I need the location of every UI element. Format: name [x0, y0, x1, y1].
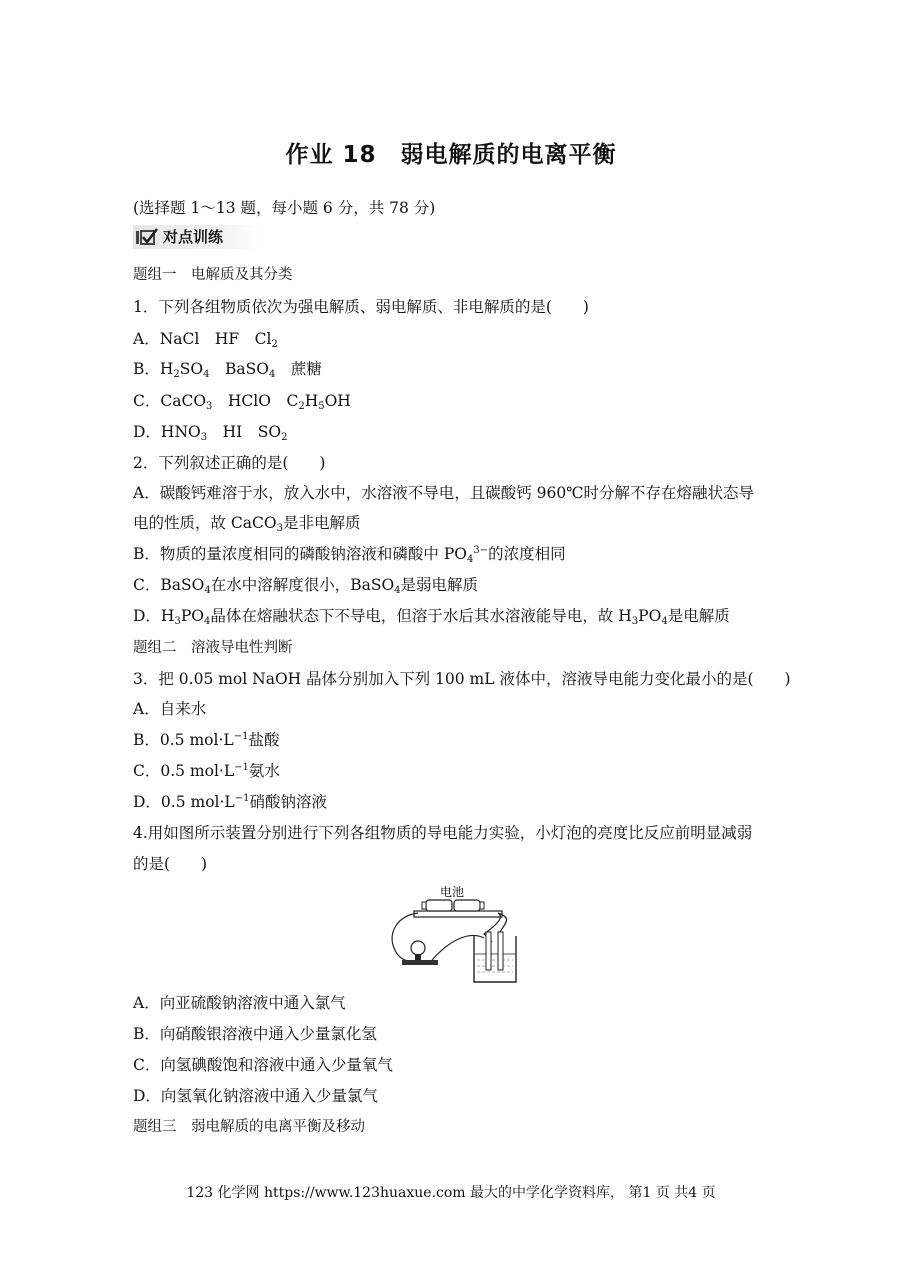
section-label: 对点训练: [163, 228, 224, 246]
q4-option-a: A．向亚硫酸钠溶液中通入氯气: [133, 994, 346, 1012]
q1-option-c: C．CaCO$_3$ HClO $C_2H_5OH$: [133, 392, 351, 412]
group-heading-2: 题组二 溶液导电性判断: [133, 640, 293, 656]
electrode-right: [498, 932, 503, 970]
q1-option-b: B．$H_2SO_4$ BaSO$_4$ 蔗糖: [133, 360, 322, 380]
checkbox-check-icon: [135, 228, 159, 250]
q2-option-c: C．BaSO$_4$在水中溶解度很小，BaSO$_4$是弱电解质: [133, 576, 479, 596]
q3-option-a: A．自来水: [133, 700, 207, 718]
q2-option-d: D．$H_3PO_4$晶体在熔融状态下不导电，但溶于水后其水溶液能导电，故 $H_3PO_4$是电解质: [133, 607, 730, 627]
q2-option-b: B．物质的量浓度相同的磷酸钠溶液和磷酸中 $PO_4^{3-}$的浓度相同: [133, 545, 566, 565]
page-title: 作业 18 弱电解质的电离平衡: [285, 142, 617, 168]
battery-terminal-right: [480, 902, 484, 909]
circuit-diagram: [388, 882, 528, 986]
q3-stem: 3．把 0.05 mol NaOH 晶体分别加入下列 100 mL 液体中，溶液导电能力变化最小的是( ): [133, 670, 791, 688]
q2-option-a-line1: A．碳酸钙难溶于水，放入水中，水溶液不导电，且碳酸钙 960℃时分解不存在熔融状态导: [133, 484, 755, 502]
battery-label: 电池: [440, 885, 465, 899]
lamp-base: [402, 960, 438, 965]
bulb-socket: [415, 954, 421, 960]
circuit-svg: [388, 882, 528, 986]
bulb-icon: [411, 941, 425, 955]
q4-option-b: B．向硝酸银溶液中通入少量氯化氢: [133, 1025, 377, 1043]
beaker: [474, 936, 516, 982]
battery-cell-2: [454, 900, 480, 911]
q2-option-a-line2: 电的性质，故 CaCO$_3$是非电解质: [133, 514, 361, 534]
group-heading-1: 题组一 电解质及其分类: [133, 267, 293, 283]
q1-option-d: D．$HNO_3$ HI $SO_2$: [133, 423, 288, 443]
battery-cell-1: [426, 900, 452, 911]
q4-option-c: C．向氢碘酸饱和溶液中通入少量氧气: [133, 1056, 393, 1074]
wire-lamp: [432, 935, 484, 960]
q4-stem-line2: 的是( ): [133, 855, 208, 873]
group-heading-3: 题组三 弱电解质的电离平衡及移动: [133, 1119, 365, 1135]
section-header: [133, 225, 261, 249]
battery-board: [414, 911, 502, 917]
electrode-left: [486, 932, 491, 970]
q1-option-a: A．NaCl HF $Cl_2$: [133, 330, 278, 350]
q3-option-d: D．0.5 $mol\cdot L^{-1}$硝酸钠溶液: [133, 793, 327, 811]
q3-option-b: B．0.5 $mol\cdot L^{-1}$盐酸: [133, 731, 280, 749]
q1-stem: 1．下列各组物质依次为强电解质、弱电解质、非电解质的是( ): [133, 298, 589, 316]
q3-option-c: C．0.5 $mol\cdot L^{-1}$氨水: [133, 762, 280, 780]
intro-note: (选择题 1～13 题，每小题 6 分，共 78 分): [133, 199, 436, 217]
battery-terminal-left: [422, 902, 426, 909]
page-footer: 123 化学网 https://www.123huaxue.com 最大的中学化学资料库， 第1 页 共4 页: [186, 1185, 716, 1201]
q4-option-d: D．向氢氧化钠溶液中通入少量氯气: [133, 1087, 378, 1105]
wire-left: [392, 913, 418, 962]
q2-stem: 2．下列叙述正确的是( ): [133, 454, 326, 472]
q4-stem-line1: 4.用如图所示装置分别进行下列各组物质的导电能力实验，小灯泡的亮度比反应前明显减弱: [133, 824, 753, 842]
